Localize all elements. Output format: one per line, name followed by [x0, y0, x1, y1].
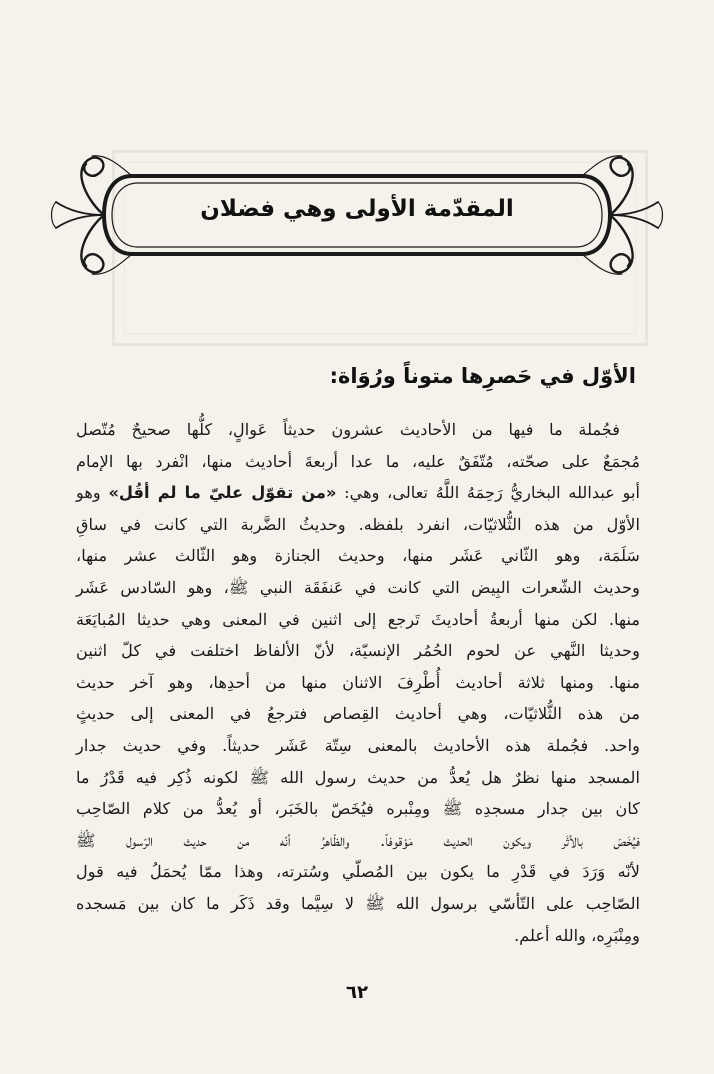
hadith-quote: «من تقوّل عليّ ما لم أقُل» [108, 483, 337, 503]
page-number: ٦٢ [346, 982, 368, 1003]
paragraph-line: كان بين جدار مسجدِه ﷺ ومِنْبره فيُخَصّ بالخَبَر، أو يُعدُّ من كلام الصّاحِب [76, 799, 640, 819]
chapter-title-frame [48, 152, 666, 278]
paragraph-line: المسجد منها نظرٌ هل يُعدُّ من حديث رسول الله ﷺ لكونه ذُكِر فيه قَدْرُ ما [76, 767, 640, 787]
paragraph-line: فيُخَصّ بالأثَر ويكون الحديث مَوْقوفاً. والظّاهرُ أنّه من حديث الرّسول ﷺ [76, 830, 640, 850]
paragraph-line: سَلَمَة، وهو الثّاني عَشَر منها، وحديث الجنازة وهو الثّالث عشر منها، [76, 546, 640, 566]
paragraph-line: فجُملة ما فيها من الأحاديث عشرون حديثاً عَوالٍ، كلُّها صحيحٌ مُتّصل [76, 420, 620, 439]
paragraph-line: الصّاحِب على التّأسّي برسول الله ﷺ لا سِيَّما وقد ذَكَر ما كان بين مَسجده [76, 893, 640, 913]
section-heading: الأوّل في حَصرِها متوناً ورُوَاة: [329, 364, 636, 388]
body-paragraph [76, 414, 640, 951]
paragraph-line: الأوّل من هذه الثُّلاثيّات، انفرد بلفظه. وحديثُ الضَّربة التي كانت في ساقِ [76, 514, 640, 534]
paragraph-line: أبو عبدالله البخاريُّ رَحِمَهُ اللَّهُ تعالى، وهي: «من تقوّل عليّ ما لم أقُل» وهو [76, 483, 640, 503]
paragraph-line: لأنّه وَرَدَ في قَدْرِ ما يكون بين المُصلّي وسُترته، وهذا ممّا يُحمَلُ فيه قول [76, 862, 640, 882]
paragraph-line: واحد. فجُملة هذه الأحاديث بالمعنى سِتّة عَشَر حديثاً. وفي حديث جدار [76, 735, 640, 755]
paragraph-line: وحديثا النَّهي عن لحوم الحُمُر الإنسيّة، لأنّ الألفاظ اختلفت في كلّ اثنين [76, 641, 640, 661]
paragraph-line: مُجمَعٌ على صحّته، مُتّفَقٌ عليه، ما عدا أربعةَ أحاديث منها، انْفرد بها الإمام [76, 451, 640, 471]
paragraph-line: منها. ومنها ثلاثة أحاديث أُطْرِفَ الاثنان منها من أحدِها، وهو آخر حديث [76, 672, 640, 692]
paragraph-line: من هذه الثُّلاثيّات، وهي أحاديث القِصاص فترجعُ في المعنى إلى حديثٍ [76, 704, 640, 724]
chapter-title: المقدّمة الأولى وهي فضلان [200, 196, 514, 222]
paragraph-line: منها. لكن منها أربعةُ أحاديثَ تَرجع إلى اثنين في المعنى وهي حديثا المُبايَعَة [76, 609, 640, 629]
paragraph-line: وحديث الشّعرات البِيض التي كانت في عَنفَقَة النبي ﷺ، وهو السّادس عَشَر [76, 577, 640, 597]
paragraph-line: ومِنْبَرِه، والله أعلم. [514, 925, 640, 945]
